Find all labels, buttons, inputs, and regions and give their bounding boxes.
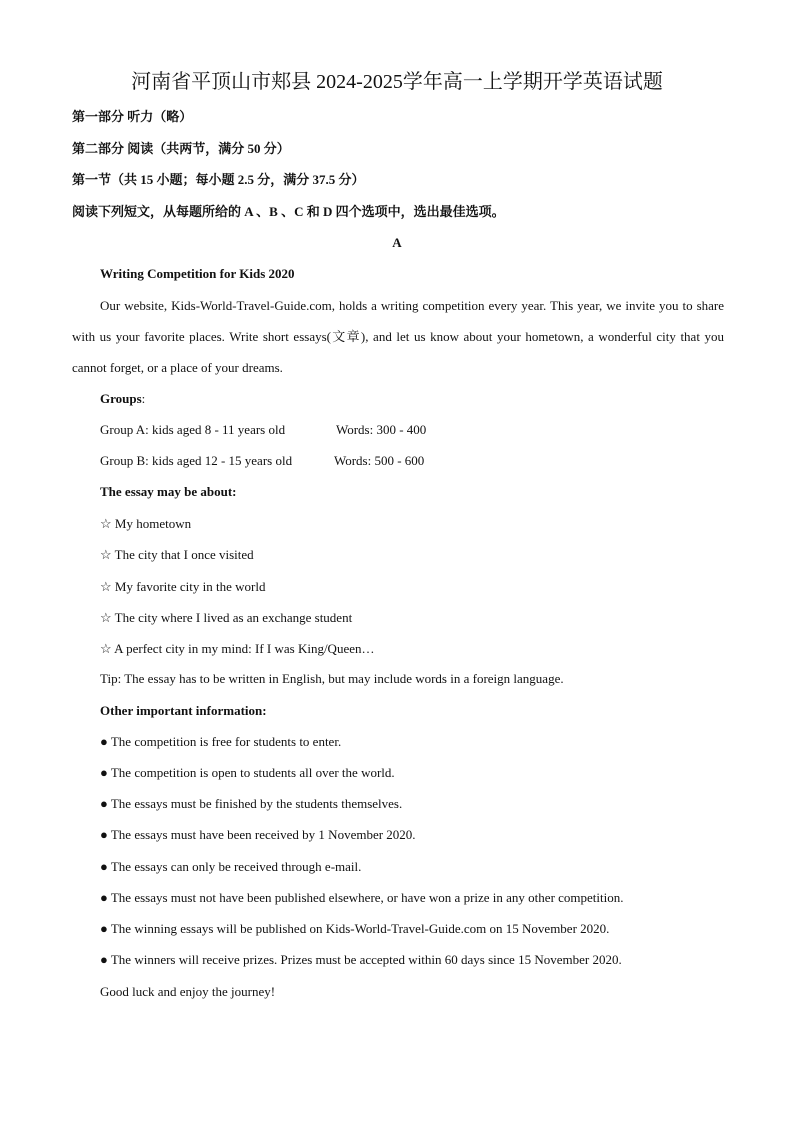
passage-letter: A: [392, 235, 402, 250]
part2-heading: 第二部分 阅读（共两节，满分 50 分）: [72, 141, 290, 156]
info-item: ● The competition is free for students to enter.: [100, 734, 342, 749]
info-item: ● The essays can only be received through e-mail.: [100, 859, 362, 874]
topic-item: ☆ My hometown: [100, 516, 192, 531]
group-name: Group B: kids aged 12 - 15 years old: [100, 453, 293, 468]
directions-text: 阅读下列短文，从每题所给的 A 、B 、C 和 D 四个选项中，选出最佳选项。: [72, 204, 505, 219]
info-item: ● The essays must be finished by the students themselves.: [100, 796, 403, 811]
group-row: [100, 452, 292, 470]
topic-item: ☆ The city that I once visited: [100, 547, 254, 562]
section1-heading: 第一节（共 15 小题；每小题 2.5 分，满分 37.5 分）: [72, 172, 365, 187]
tip-text: Tip: The essay has to be written in English, but may include words in a foreign language.: [100, 671, 564, 686]
info-item: ● The winners will receive prizes. Prizes must be accepted within 60 days since 15 November 2020.: [100, 952, 622, 967]
passage-intro: Our website, Kids-World-Travel-Guide.com, holds a writing competition every year. This year, we invite you to share with us your favorite places. Write short essays(文章), and let us know about your hometown, a wonderful city that you cannot forget, or a place of your dreams.: [72, 298, 724, 375]
info-item: ● The essays must not have been published elsewhere, or have won a prize in any other competition.: [100, 890, 624, 905]
info-label: Other important information:: [100, 703, 267, 718]
topic-item: ☆ The city where I lived as an exchange student: [100, 610, 353, 625]
topic-item: ☆ A perfect city in my mind: If I was King/Queen…: [100, 641, 375, 656]
group-row: [100, 421, 285, 439]
page-title: 河南省平顶山市郏县 2024-2025学年高一上学期开学英语试题: [131, 71, 663, 93]
info-item: ● The winning essays will be published on Kids-World-Travel-Guide.com on 15 November 2020.: [100, 921, 610, 936]
info-item: ● The competition is open to students all over the world.: [100, 765, 395, 780]
group-words: Words: 500 - 600: [334, 453, 425, 468]
groups-colon: :: [141, 391, 146, 406]
closing-text: Good luck and enjoy the journey!: [100, 984, 276, 999]
topics-label: The essay may be about:: [100, 484, 237, 499]
info-item: ● The essays must have been received by 1 November 2020.: [100, 827, 416, 842]
group-words: Words: 300 - 400: [336, 422, 427, 437]
groups-label-line: [100, 390, 145, 408]
groups-label: Groups: [100, 391, 142, 406]
topic-item: ☆ My favorite city in the world: [100, 579, 266, 594]
group-name: Group A: kids aged 8 - 11 years old: [100, 422, 286, 437]
part1-heading: 第一部分 听力（略）: [72, 109, 193, 124]
passage-heading: Writing Competition for Kids 2020: [100, 266, 295, 281]
